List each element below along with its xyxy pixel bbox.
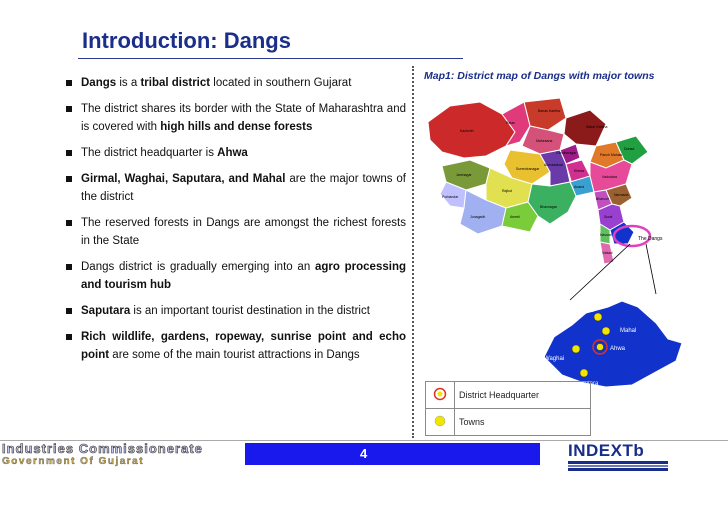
bullet-text [81, 100, 406, 136]
label-valsad: Valsad [602, 251, 613, 255]
label-mahesana: Mahesana [536, 139, 553, 143]
bullet-marker [66, 150, 72, 156]
bullet-text [81, 214, 406, 250]
label-jamnagar: Jamnagar [456, 173, 472, 177]
dotted-separator [412, 66, 414, 438]
bullet-item [66, 74, 406, 92]
indextb-logo-strip [568, 461, 668, 471]
callout-line-2 [646, 244, 656, 294]
bullet-emphasis: high hills and dense forests [160, 121, 313, 133]
callout-line [570, 244, 630, 300]
bullet-segment: are the major towns of the district [81, 173, 406, 203]
footer-blue-bar [245, 443, 540, 465]
label-amreli: Amreli [510, 215, 520, 219]
legend-hq-label: District Headquarter [455, 382, 591, 409]
bullet-segment: is a [116, 77, 141, 89]
label-sabarkantha: Sabar Kantha [586, 125, 608, 129]
bullet-segment: are some of the main tourist attractions in Dangs [109, 349, 360, 361]
bullet-emphasis: Saputara [81, 305, 131, 317]
bullet-marker [66, 264, 72, 270]
label-dohad: Dohad [624, 147, 635, 151]
map-caption: Map1: District map of Dangs with major towns [424, 70, 655, 82]
label-patan: Patan [506, 121, 516, 125]
bullet-text [81, 302, 406, 320]
bullet-emphasis: tribal district [140, 77, 211, 89]
legend-hq-symbol [426, 382, 455, 409]
town-marker-saputara [580, 369, 588, 377]
town-legend-icon [433, 414, 447, 428]
bullet-segment: The district headquarter is [81, 147, 218, 159]
slide-title: Introduction: Dangs [82, 28, 291, 53]
town-label-ahwa: Ahwa [610, 346, 626, 352]
label-rajkot: Rajkot [502, 189, 512, 193]
footer-org-line1: Industries Commissionerate [2, 441, 203, 456]
label-surat: Surat [604, 215, 613, 219]
map-legend [425, 381, 591, 436]
label-anand: Anand [574, 185, 585, 189]
town-marker-ahwa [597, 344, 604, 351]
town-label-waghai: Waghai [544, 356, 565, 362]
bullet-emphasis: Dangs [81, 77, 117, 89]
bullet-text [81, 144, 406, 162]
bullet-text [81, 258, 406, 294]
bullet-item [66, 170, 406, 206]
label-ahmadabad: Ahmadabad [544, 163, 563, 167]
label-vadodara: Vadodara [602, 175, 617, 179]
title-underline [78, 58, 463, 59]
bullet-segment: The reserved forests in Dangs are amongst the richest forests in the State [81, 217, 406, 247]
legend-town-label: Towns [455, 409, 591, 436]
label-banaskantha: Banas Kantha [538, 109, 560, 113]
bullet-marker [66, 106, 72, 112]
label-navsari: Navsari [600, 233, 612, 237]
legend-town-symbol [426, 409, 455, 436]
bullet-segment: Dangs district is gradually emerging into an [81, 261, 315, 273]
gujarat-district-map [420, 84, 663, 294]
bullet-emphasis: Ahwa [217, 147, 248, 159]
bullet-marker [66, 176, 72, 182]
label-bharuch: Bharuch [596, 197, 610, 201]
label-kachchh: Kachchh [460, 129, 474, 133]
label-gandhinagar: Gandhinagar [556, 151, 577, 155]
bullet-text [81, 170, 406, 206]
town-label-girmal: Girmal [576, 308, 594, 314]
indextb-logo-text: INDEXTb [568, 441, 645, 460]
bullet-item [66, 258, 406, 294]
town-label-mahal: Mahal [620, 328, 637, 334]
label-panchmahals: Panch Mahals [600, 153, 623, 157]
bullet-emphasis: agro processing and tourism hub [81, 261, 406, 291]
bullet-segment: located in southern Gujarat [210, 77, 352, 89]
label-porbandar: Porbandar [442, 195, 459, 199]
indextb-logo [568, 441, 668, 471]
bullet-marker [66, 80, 72, 86]
bullet-marker [66, 220, 72, 226]
label-narmada: Narmada [614, 193, 629, 197]
bullet-item [66, 328, 406, 364]
town-marker-mahal [602, 327, 610, 335]
page-number: 4 [360, 446, 368, 461]
bullet-segment: is an important tourist destination in the district [130, 305, 370, 317]
bullet-marker [66, 334, 72, 340]
bullet-emphasis: Rich wildlife, gardens, ropeway, sunrise point and echo point [81, 331, 406, 361]
hq-legend-icon [433, 387, 447, 401]
town-marker-waghai [572, 345, 580, 353]
label-surendranagar: Surendranagar [516, 167, 540, 171]
footer-org-line2: Government Of Gujarat [2, 456, 145, 467]
bullet-item [66, 100, 406, 136]
bullet-text [81, 74, 406, 92]
dangs-inset-shape [544, 301, 682, 387]
dangs-map-label: The Dangs [638, 236, 663, 242]
bullet-text [81, 328, 406, 364]
town-marker-girmal [594, 313, 602, 321]
dangs-inset-map [536, 295, 686, 390]
label-kheda: Kheda [574, 169, 585, 173]
label-bhavnagar: Bhavnagar [540, 205, 557, 209]
label-junagadh: Junagadh [470, 215, 486, 219]
bullet-emphasis: Girmal, Waghai, Saputara, and Mahal [81, 173, 286, 185]
bullet-segment: The district shares its border with the State of Maharashtra and is covered with [81, 103, 406, 133]
bullet-item [66, 214, 406, 250]
bullet-item [66, 302, 406, 320]
bullet-marker [66, 308, 72, 314]
bullet-list [66, 74, 406, 372]
town-label-saputara: Saputara [574, 381, 599, 387]
bullet-item [66, 144, 406, 162]
